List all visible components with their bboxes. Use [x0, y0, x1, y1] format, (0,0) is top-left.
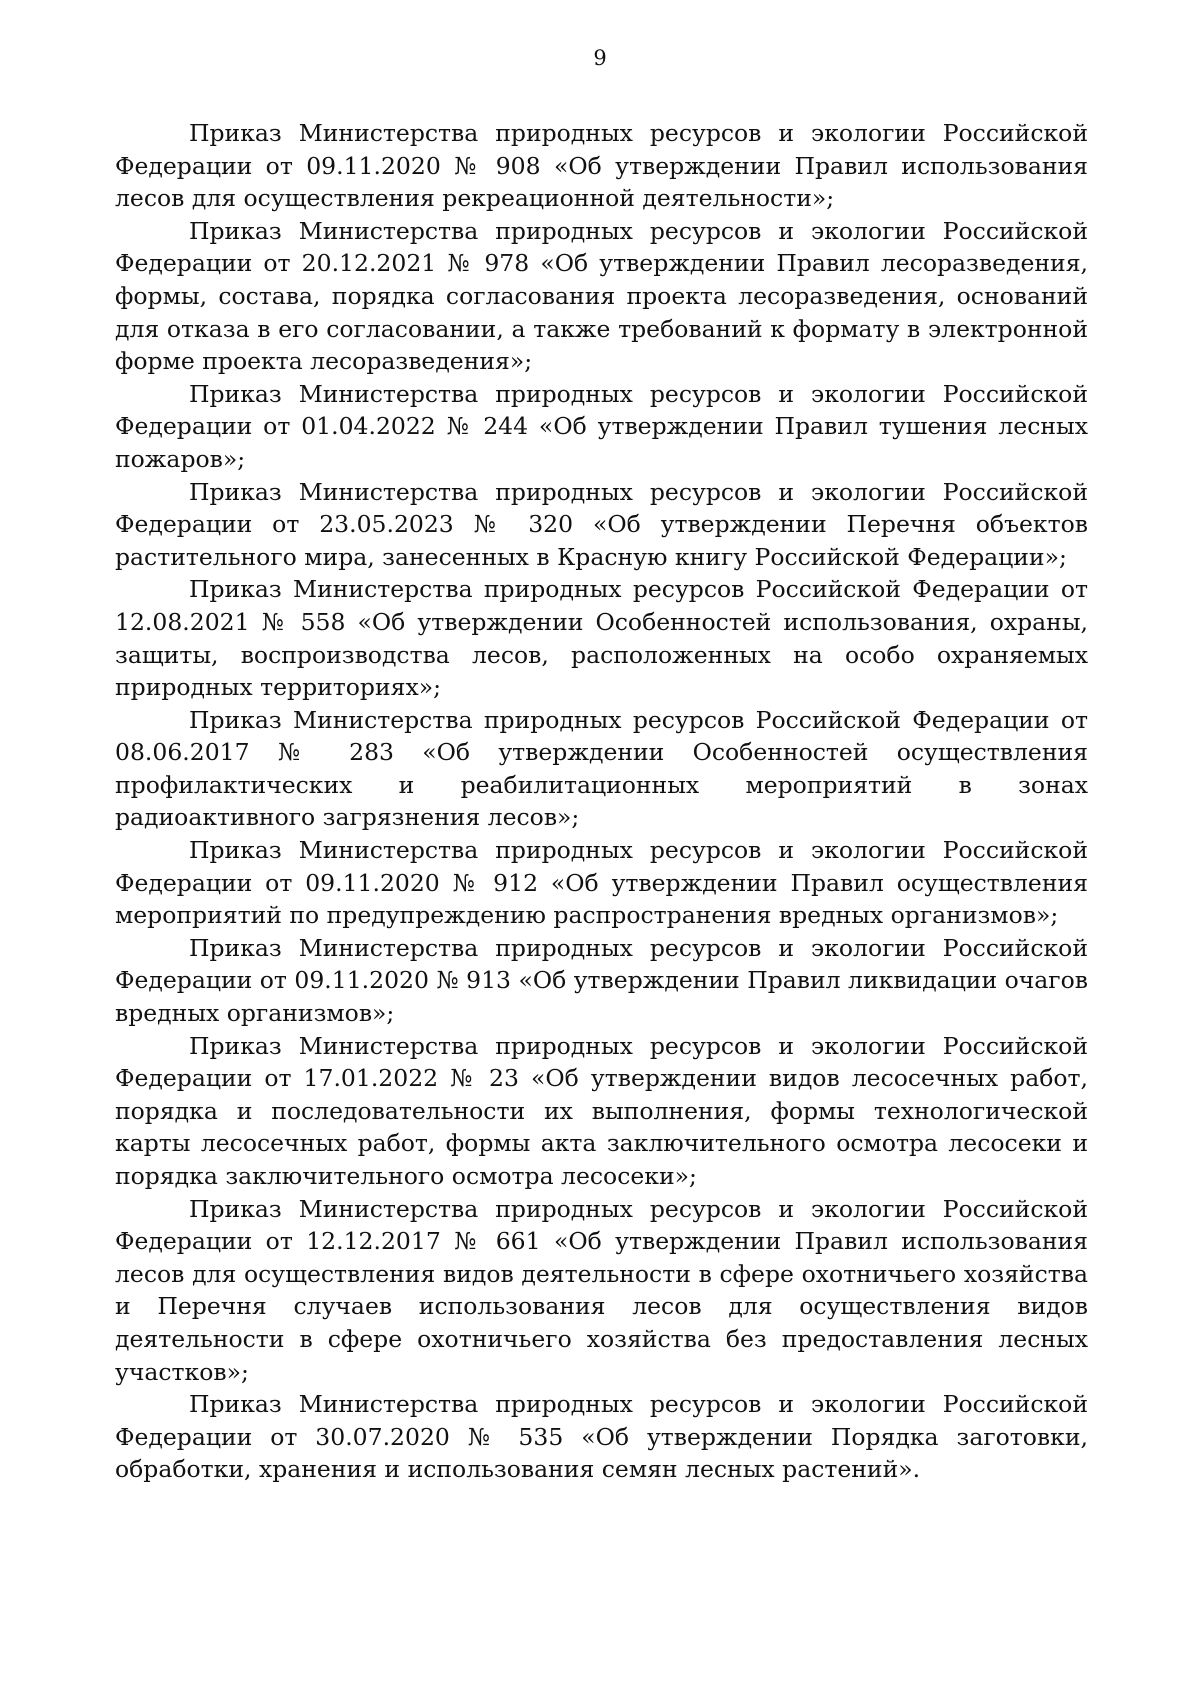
paragraph-order-283: Приказ Министерства природных ресурсов Российской Федерации от 08.06.2017 № 283 «Об утверждении Особенностей осуществления профилактических и реабилитационных мероприятий в зонах радиоактивного загрязнения лесов»;	[115, 705, 1088, 832]
paragraph-order-244: Приказ Министерства природных ресурсов и экологии Российской Федерации от 01.04.2022 № 244 «Об утверждении Правил тушения лесных пожаров»;	[115, 379, 1088, 473]
document-body	[115, 117, 1088, 1486]
page-number: 9	[593, 46, 607, 70]
paragraph-order-912: Приказ Министерства природных ресурсов и экологии Российской Федерации от 09.11.2020 № 912 «Об утверждении Правил осуществления мероприятий по предупреждению распространения вредных организмов»;	[115, 836, 1088, 930]
paragraph-order-23: Приказ Министерства природных ресурсов и экологии Российской Федерации от 17.01.2022 № 23 «Об утверждении видов лесосечных работ, порядка и последовательности их выполнения, формы технологической карты лесосечных работ, формы акта заключительного осмотра лесосеки и порядка заключительного осмотра лесосеки»;	[115, 1031, 1088, 1190]
paragraph-order-913: Приказ Министерства природных ресурсов и экологии Российской Федерации от 09.11.2020 № 913 «Об утверждении Правил ликвидации очагов вредных организмов»;	[115, 933, 1088, 1028]
paragraph-order-320: Приказ Министерства природных ресурсов и экологии Российской Федерации от 23.05.2023 № 320 «Об утверждении Перечня объектов растительного мира, занесенных в Красную книгу Российской Федерации»;	[115, 477, 1088, 571]
paragraph-order-661: Приказ Министерства природных ресурсов и экологии Российской Федерации от 12.12.2017 № 661 «Об утверждении Правил использования лесов для осуществления видов деятельности в сфере охотничьего хозяйства и Перечня случаев использования лесов для осуществления видов деятельности в сфере охотничьего хозяйства без предоставления лесных участков»;	[115, 1194, 1088, 1386]
paragraph-order-535: Приказ Министерства природных ресурсов и экологии Российской Федерации от 30.07.2020 № 535 «Об утверждении Порядка заготовки, обработки, хранения и использования семян лесных растений».	[115, 1390, 1088, 1484]
paragraph-order-908: Приказ Министерства природных ресурсов и экологии Российской Федерации от 09.11.2020 № 908 «Об утверждении Правил использования лесов для осуществления рекреационной деятельности»;	[115, 119, 1088, 213]
paragraph-order-558: Приказ Министерства природных ресурсов Российской Федерации от 12.08.2021 № 558 «Об утверждении Особенностей использования, охраны, защиты, воспроизводства лесов, расположенных на особо охраняемых природных территориях»;	[115, 575, 1088, 702]
paragraph-order-978: Приказ Министерства природных ресурсов и экологии Российской Федерации от 20.12.2021 № 978 «Об утверждении Правил лесоразведения, формы, состава, порядка согласования проекта лесоразведения, оснований для отказа в его согласовании, а также требований к формату в электронной форме проекта лесоразведения»;	[115, 216, 1088, 376]
